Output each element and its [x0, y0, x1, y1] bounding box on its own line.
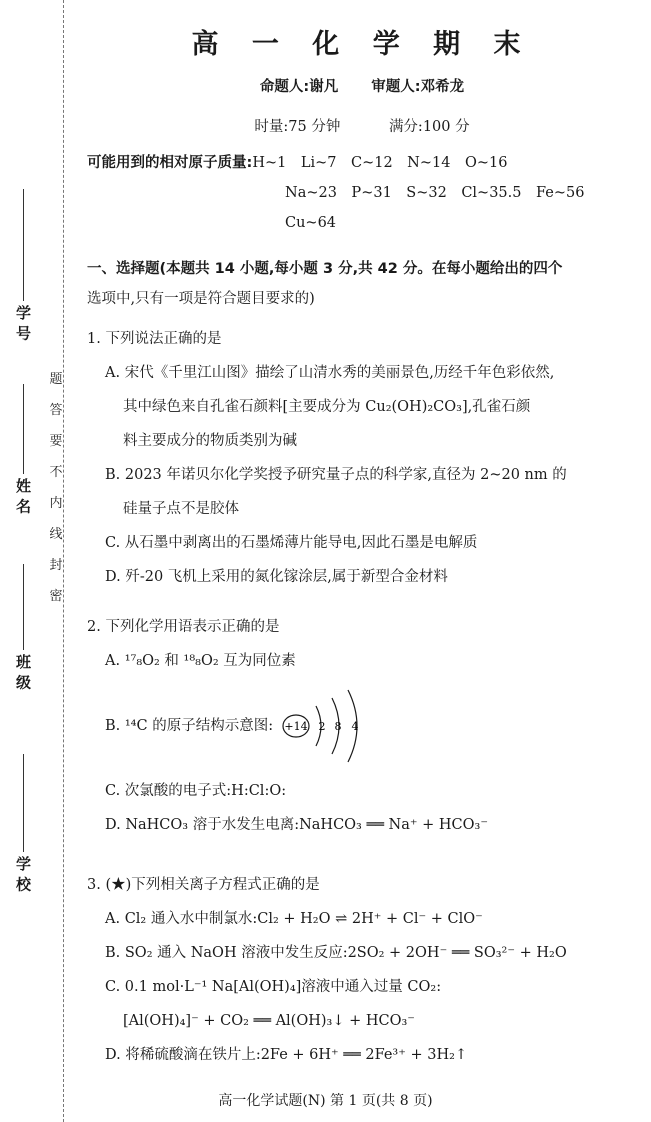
option-b-cont: 硅量子点不是胶体	[123, 501, 239, 517]
section-header	[87, 254, 637, 314]
atomic-masses-row: Na~23 P~31 S~32 Cl~35.5 Fe~56	[285, 185, 585, 201]
section-title: 一、选择题(本题共 14 小题,每小题 3 分,共 42 分。在每小题给出的四个	[87, 261, 563, 277]
seal-char: 不	[49, 465, 63, 480]
student-id-label: 学 号	[14, 305, 32, 341]
question-stem: 1. 下列说法正确的是	[87, 331, 222, 347]
shell-electrons: 2	[318, 720, 326, 733]
question-3	[87, 868, 637, 1072]
full-score: 满分:100 分	[388, 119, 470, 135]
name-field	[12, 380, 34, 513]
option-c: C. 次氯酸的电子式:H:Cl:O:	[105, 783, 287, 799]
school-field	[12, 750, 34, 891]
option-c: C. 0.1 mol·L⁻¹ Na[Al(OH)₄]溶液中通入过量 CO₂:	[105, 979, 442, 995]
option-d: D. 歼-20 飞机上采用的氮化镓涂层,属于新型合金材料	[105, 569, 448, 585]
option-b: B. 2023 年诺贝尔化学奖授予研究量子点的科学家,直径为 2~20 nm 的	[105, 467, 567, 483]
page-footer: 高一化学试题(N) 第 1 页(共 8 页)	[218, 1093, 433, 1109]
seal-char: 题	[49, 372, 63, 387]
setter: 命题人:谢凡	[259, 79, 339, 95]
authors	[82, 75, 642, 96]
atom-structure-diagram	[280, 681, 380, 771]
question-stem: 2. 下列化学用语表示正确的是	[87, 619, 280, 635]
shell-electrons: 8	[334, 720, 342, 733]
seal-char: 封	[49, 558, 63, 573]
nucleus-charge: +14	[284, 720, 308, 733]
option-a-cont: 其中绿色来自孔雀石颜料[主要成分为 Cu₂(OH)₂CO₃],孔雀石颜	[123, 399, 531, 415]
seal-char: 答	[49, 403, 63, 418]
option-c: C. 从石墨中剥离出的石墨烯薄片能导电,因此石墨是电解质	[105, 535, 478, 551]
atomic-masses-row: H~1 Li~7 C~12 N~14 O~16	[252, 155, 508, 171]
option-b: B. SO₂ 通入 NaOH 溶液中发生反应:2SO₂ + 2OH⁻ ══ SO₃²⁻ + H₂O	[105, 945, 567, 961]
class-field	[12, 560, 34, 689]
seal-char: 要	[49, 434, 63, 449]
option-c-cont: [Al(OH)₄]⁻ + CO₂ ══ Al(OH)₃↓ + HCO₃⁻	[123, 1013, 415, 1029]
page-title: 高 一 化 学 期 末	[191, 29, 533, 60]
name-label: 姓 名	[14, 478, 32, 514]
option-a: A. Cl₂ 通入水中制氯水:Cl₂ + H₂O ⇌ 2H⁺ + Cl⁻ + ClO⁻	[105, 911, 483, 927]
option-d: D. NaHCO₃ 溶于水发生电离:NaHCO₃ ══ Na⁺ + HCO₃⁻	[105, 817, 488, 833]
school-label: 学 校	[14, 856, 32, 892]
class-label: 班 级	[14, 654, 32, 690]
student-id-field	[12, 185, 34, 340]
question-1	[87, 322, 637, 594]
option-a: A. 宋代《千里江山图》描绘了山清水秀的美丽景色,历经千年色彩依然,	[105, 365, 555, 381]
option-a: A. ¹⁷₈O₂ 和 ¹⁸₈O₂ 互为同位素	[105, 653, 296, 669]
binding-margin	[0, 0, 76, 1122]
option-d: D. 将稀硫酸滴在铁片上:2Fe + 6H⁺ ══ 2Fe³⁺ + 3H₂↑	[105, 1047, 468, 1063]
seal-char: 内	[49, 496, 63, 511]
exam-timing	[82, 115, 642, 136]
seal-notice	[48, 364, 64, 612]
seal-char: 密	[49, 589, 63, 604]
seal-char: 线	[49, 527, 63, 542]
atomic-masses-row: Cu~64	[285, 215, 337, 231]
option-a-cont: 料主要成分的物质类别为碱	[123, 433, 297, 449]
option-b	[87, 678, 637, 774]
atomic-masses	[87, 148, 637, 238]
shell-electrons: 4	[351, 720, 359, 733]
atomic-masses-label: 可能用到的相对原子质量:	[87, 155, 253, 171]
section-title-cont: 选项中,只有一项是符合题目要求的)	[87, 291, 315, 307]
question-stem: 3. (★)下列相关离子方程式正确的是	[87, 877, 320, 893]
question-2	[87, 610, 637, 842]
reviewer: 审题人:邓希龙	[371, 79, 465, 95]
time-limit: 时量:75 分钟	[254, 119, 341, 135]
option-b-text: B. ¹⁴C 的原子结构示意图:	[105, 718, 274, 734]
